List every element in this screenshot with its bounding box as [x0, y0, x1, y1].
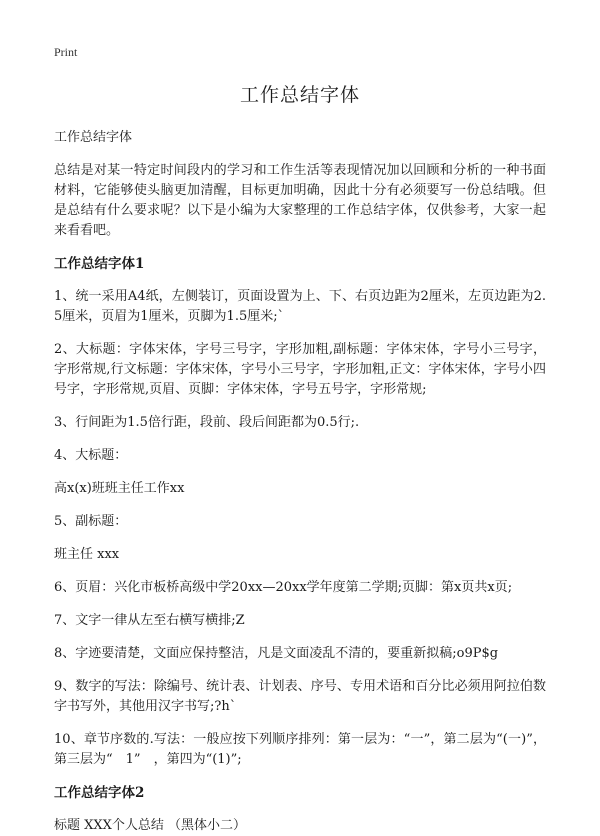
section1-item: 高x(x)班班主任工作xx — [54, 481, 185, 496]
section1-item: 班主任 xxx — [54, 547, 120, 562]
section1-item: 1、统一采用A4纸，左侧装订，页面设置为上、下、右页边距为2厘米，左页边距为2.5厘米，页眉为1厘米，页脚为1.5厘米;` — [54, 289, 546, 324]
intro-label: 工作总结字体 — [54, 130, 133, 145]
section-heading-2: 工作总结字体2 — [54, 785, 145, 801]
section1-item: 2、大标题：字体宋体，字号三号字，字形加粗,副标题：字体宋体，字号小三号字，字形常规,行文标题：字体宋体，字号小三号字，字形加粗,正文：字体宋体，字号小四号字，字形常规,页眉、页脚：字体宋体，字号五号字，字形常规; — [54, 342, 546, 397]
section1-item: 8、字迹要清楚，文面应保持整洁，凡是文面凌乱不清的，要重新拟稿;o9P$g — [54, 646, 499, 661]
section1-item: 5、副标题： — [54, 514, 128, 529]
page-title: 工作总结字体 — [239, 84, 360, 106]
intro-paragraph: 总结是对某一特定时间段内的学习和工作生活等表现情况加以回顾和分析的一种书面材料，它能够使头脑更加清醒，目标更加明确，因此十分有必须要写一份总结哦。但是总结有什么要求呢？以下是小编为大家整理的工作总结字体，仅供参考，大家一起来看看吧。 — [54, 163, 546, 238]
print-label: Print — [54, 45, 78, 59]
section1-item: 4、大标题： — [54, 448, 128, 463]
section1-item: 9、数字的写法：除编号、统计表、计划表、序号、专用术语和百分比必须用阿拉伯数字书写外，其他用汉字书写;?h` — [54, 679, 546, 714]
section1-item: 10、章节序数的.写法：一般应按下列顺序排列：第一层为：“一”，第二层为“(一)”，第三层为“ 1” ，第四为“(1)”; — [54, 732, 546, 767]
section2-item: 标题 XXX个人总结 （黑体小二） — [54, 818, 247, 833]
section-heading-1: 工作总结字体1 — [54, 256, 145, 272]
section1-item: 3、行间距为1.5倍行距，段前、段后间距都为0.5行;. — [54, 415, 360, 430]
section1-item: 6、页眉：兴化市板桥高级中学20xx—20xx学年度第二学期;页脚：第x页共x页; — [54, 580, 513, 595]
section1-item: 7、文字一律从左至右横写横排;Z — [54, 613, 245, 628]
